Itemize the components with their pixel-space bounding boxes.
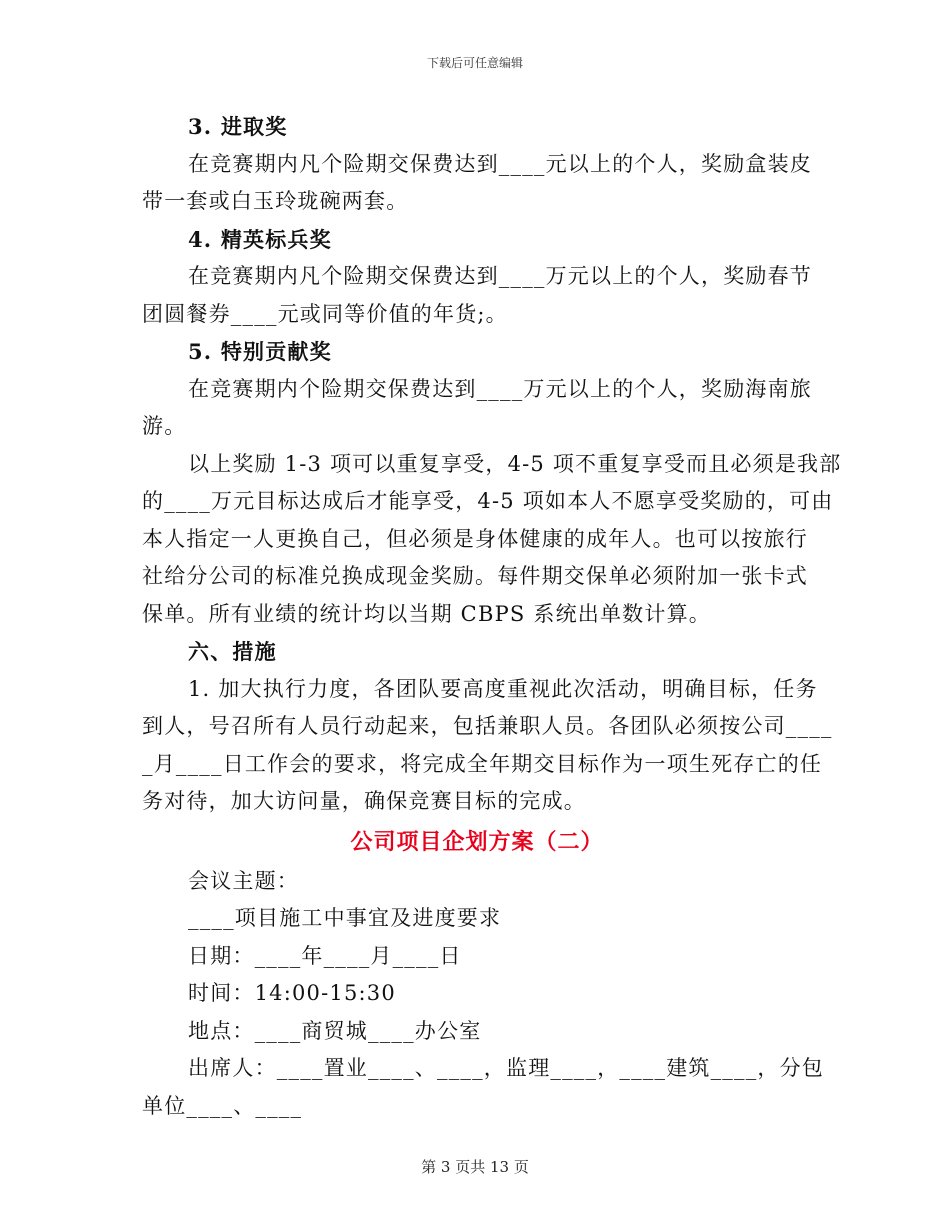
- section-heading: 5. 特别贡献奖: [188, 339, 332, 364]
- meeting-topic-label: 会议主题：: [188, 868, 299, 893]
- paragraph-line: 在竞赛期内凡个险期交保费达到____元以上的个人，奖励盒装皮: [188, 151, 812, 176]
- section-heading: 4. 精英标兵奖: [188, 226, 332, 252]
- paragraph-continuation: 本人指定一人更换自己，但必须是身体健康的成年人。也可以按旅行: [142, 526, 808, 551]
- paragraph-continuation: 保单。所有业绩的统计均以当期 CBPS 系统出单数计算。: [142, 601, 711, 626]
- paragraph-continuation: 社给分公司的标准兑换成现金奖励。每件期交保单必须附加一张卡式: [142, 564, 808, 588]
- paragraph-line: 在竞赛期内凡个险期交保费达到____万元以上的个人，奖励春节: [188, 264, 812, 288]
- meeting-attendees: 出席人：____置业____、____，监理____，____建筑____，分包: [188, 1056, 824, 1080]
- paragraph-continuation: 务对待，加大访问量，确保竞赛目标的完成。: [142, 789, 586, 813]
- document-body: [142, 108, 842, 1125]
- paragraph-continuation: _月____日工作会的要求，将完成全年期交目标作为一项生死存亡的任: [142, 751, 823, 776]
- meeting-topic-value: ____项目施工中事宜及进度要求: [188, 906, 502, 930]
- paragraph-continuation: 的____万元目标达成后才能享受，4-5 项如本人不愿享受奖励的，可由: [142, 489, 834, 513]
- document-title: 公司项目企划方案（二）: [350, 828, 604, 855]
- page-number: 第 3 页共 13 页: [421, 1158, 529, 1176]
- page-header-note: 下载后可任意编辑: [426, 56, 523, 70]
- paragraph-continuation: 团圆餐券____元或同等价值的年货;。: [142, 301, 508, 326]
- meeting-date: 日期：____年____月____日: [188, 943, 462, 968]
- section-heading: 3. 进取奖: [188, 114, 288, 139]
- section-heading: 六、措施: [188, 639, 277, 664]
- paragraph-continuation: 游。: [142, 414, 187, 438]
- meeting-location: 地点：____商贸城____办公室: [188, 1018, 482, 1043]
- meeting-time: 时间：14:00-15:30: [188, 981, 396, 1005]
- paragraph-line: 在竞赛期内个险期交保费达到____万元以上的个人，奖励海南旅: [188, 376, 812, 401]
- meeting-attendees-continuation: 单位____、____: [142, 1093, 303, 1118]
- paragraph-line: 1. 加大执行力度，各团队要高度重视此次活动，明确目标，任务: [188, 676, 818, 701]
- paragraph-continuation: 带一套或白玉玲珑碗两套。: [142, 189, 409, 213]
- paragraph-continuation: 到人，号召所有人员行动起来，包括兼职人员。各团队必须按公司____: [142, 714, 833, 738]
- paragraph-line: 以上奖励 1-3 项可以重复享受，4-5 项不重复享受而且必须是我部: [188, 451, 842, 476]
